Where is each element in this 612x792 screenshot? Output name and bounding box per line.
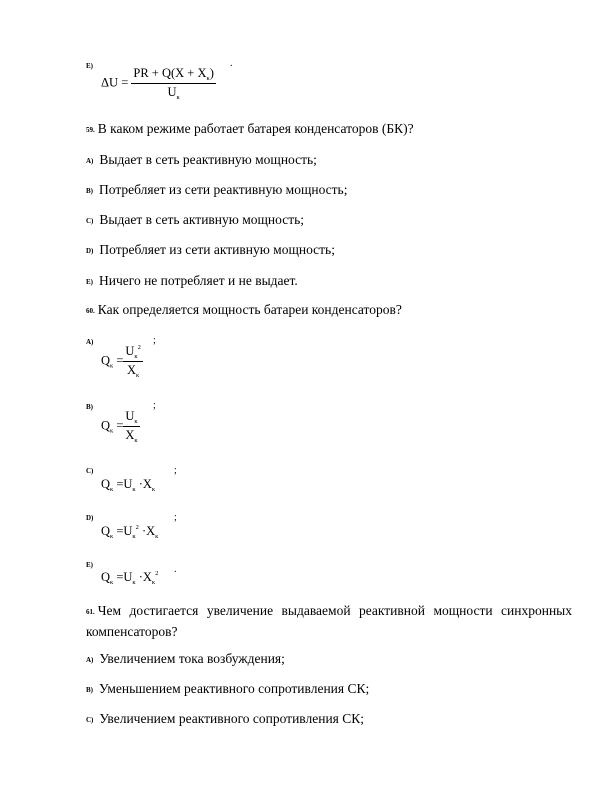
q60-option-b-punct: ; [153,400,156,411]
question-number: 59. [86,126,95,134]
formula-denominator: $U_к$ [167,85,180,101]
q60-option-d-formula[interactable]: $Q_к =U_к^2 \cdot X_к$ [101,524,159,540]
question-number: 61. [86,608,95,616]
question-text: Чем достигается увеличение выдаваемой реактивной мощности синхронных компенсаторов? [86,603,572,639]
formula-numerator: PR + $Q(X + X_к)$ [133,66,214,82]
q60-option-e-punct: . [174,564,177,575]
q59-option-d[interactable]: D) Потребляет из сети активную мощность; [86,242,335,257]
q60-option-b-formula[interactable]: $Q_к$ = $\frac{U_к}{X_к}$ [101,409,138,444]
question-text: Как определяется мощность батареи конденсаторов? [97,302,402,317]
q60-option-d-punct: ; [174,512,177,523]
question-61 [86,601,572,641]
q60-option-c-label[interactable]: С) [86,467,94,475]
q60-option-a-formula[interactable]: $Q_к$ = $\frac{U_к^2}{X_к}$ [101,344,141,379]
formula-fraction [131,66,215,101]
q60-option-a-punct: ; [153,335,156,346]
voltage-drop-formula [101,66,216,101]
q60-option-e-formula[interactable]: $Q_к =U_к \cdot X_к^2$ [101,570,159,586]
formula-lhs: ΔU = [101,75,129,90]
question-number: 60. [86,307,95,315]
question-text: В каком режиме работает батарея конденсаторов (БК)? [97,121,414,136]
q60-option-b-label[interactable]: В) [86,403,93,411]
q61-option-c[interactable]: С) Увеличением реактивного сопротивления СК; [86,711,365,726]
q60-option-c-formula[interactable]: $Q_к =U_к \cdot X_к$ [101,477,156,493]
q60-option-e-label[interactable]: Е) [86,561,93,569]
q59-option-b[interactable]: В) Потребляет из сети реактивную мощность; [86,182,348,197]
q60-option-c-punct: ; [174,465,177,476]
q59-option-c[interactable]: С) Выдает в сеть активную мощность; [86,212,305,227]
q59-option-a[interactable]: А) Выдает в сеть реактивную мощность; [86,152,317,167]
formula-punct: . [230,58,233,69]
q61-option-b[interactable]: В) Уменьшением реактивного сопротивления СК; [86,681,370,696]
q60-option-d-label[interactable]: D) [86,514,94,522]
q60-option-a-label[interactable]: А) [86,338,94,346]
q59-option-e[interactable]: Е) Ничего не потребляет и не выдает. [86,273,298,288]
q61-option-a[interactable]: А) Увеличением тока возбуждения; [86,651,285,666]
question-60 [86,302,402,318]
formula-label-e: Е) [86,62,93,70]
question-59 [86,121,414,137]
